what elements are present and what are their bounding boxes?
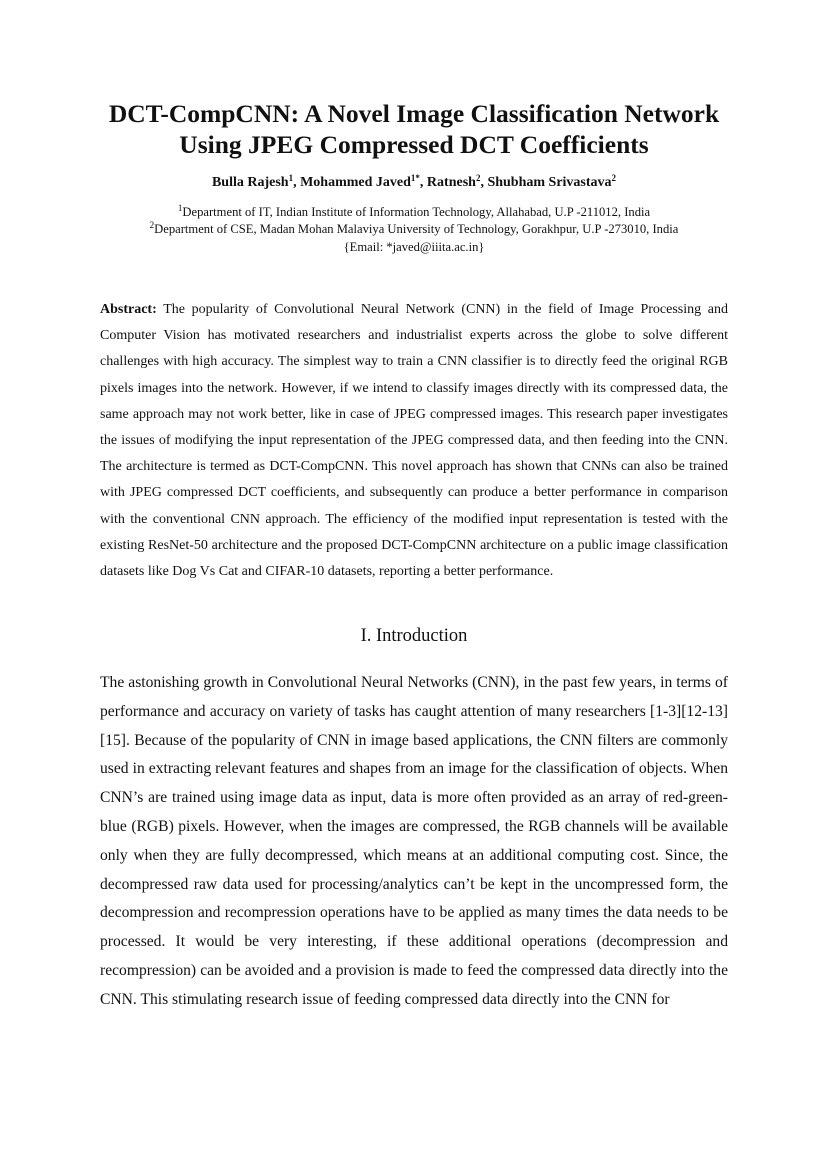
paper-title [60, 98, 768, 160]
author-affiliation-mark: 1* [410, 173, 420, 183]
author-separator: , [293, 175, 301, 190]
author-separator: , [419, 175, 427, 190]
affiliation-text: Department of CSE, Madan Mohan Malaviya University of Technology, Gorakhpur, U.P -273010, India [154, 222, 679, 236]
abstract-text: The popularity of Convolutional Neural Network (CNN) in the field of Image Processing and Computer Vision has motivated researchers and industrialist experts across the globe to solve different challenges with high accuracy. The simplest way to train a CNN classifier is to directly feed the original RGB pixels images into the network. However, if we intend to classify images directly with its compressed data, the same approach may not work better, like in case of JPEG compressed images. This research paper investigates the issues of modifying the input representation of the JPEG compressed data, and then feeding into the CNN. The architecture is termed as DCT-CompCNN. This novel approach has shown that CNNs can also be trained with JPEG compressed DCT coefficients, and subsequently can produce a better performance in comparison with the conventional CNN approach. The efficiency of the modified input representation is tested with the existing ResNet-50 architecture and the proposed DCT-CompCNN architecture on a public image classification datasets like Dog Vs Cat and CIFAR-10 datasets, reporting a better performance. [100, 302, 728, 580]
author-separator: , [480, 175, 488, 190]
affiliation-1 [60, 204, 768, 220]
introduction-paragraph: The astonishing growth in Convolutional Neural Networks (CNN), in the past few years, in terms of performance and accuracy on variety of tasks has caught attention of many researchers [1-3][12-13][15]. Because of the popularity of CNN in image based applications, the CNN filters are commonly used in extracting relevant features and shapes from an image for the classification of objects. When CNN’s are trained using image data as input, data is more often provided as an array of red-green-blue (RGB) pixels. However, when the images are compressed, the RGB channels will be available only when they are fully decompressed, which means at an additional computing cost. Since, the decompressed raw data used for processing/analytics can’t be kept in the uncompressed form, the decompression and recompression operations have to be applied as many times the data needs to be processed. It would be very interesting, if these additional operations (decompression and recompression) can be avoided and a provision is made to feed the compressed data directly into the CNN. This stimulating research issue of feeding compressed data directly into the CNN for [100, 674, 728, 1008]
title-line-2: Using JPEG Compressed DCT Coefficients [179, 130, 649, 159]
author-affiliation-mark: 2 [611, 173, 617, 183]
author-name: Shubham Srivastava [487, 175, 612, 190]
affiliation-mark: 2 [149, 220, 155, 230]
contact-email: {Email: *javed@iiita.ac.in} [343, 240, 485, 254]
author-name: Mohammed Javed [300, 175, 411, 190]
author-name: Ratnesh [426, 175, 476, 190]
author-name: Bulla Rajesh [211, 175, 289, 190]
section-heading-introduction: I. Introduction [360, 626, 468, 646]
author-affiliation-mark: 2 [475, 173, 481, 183]
title-line-1: DCT-CompCNN: A Novel Image Classification Network [108, 99, 720, 128]
affiliation-2 [60, 221, 768, 237]
author-affiliation-mark: 1 [288, 173, 294, 183]
affiliation-text: Department of IT, Indian Institute of Information Technology, Allahabad, U.P -211012, India [182, 205, 651, 219]
abstract-label: Abstract: [100, 302, 157, 317]
affiliation-mark: 1 [177, 203, 183, 213]
abstract [100, 297, 728, 585]
author-list [60, 174, 768, 192]
